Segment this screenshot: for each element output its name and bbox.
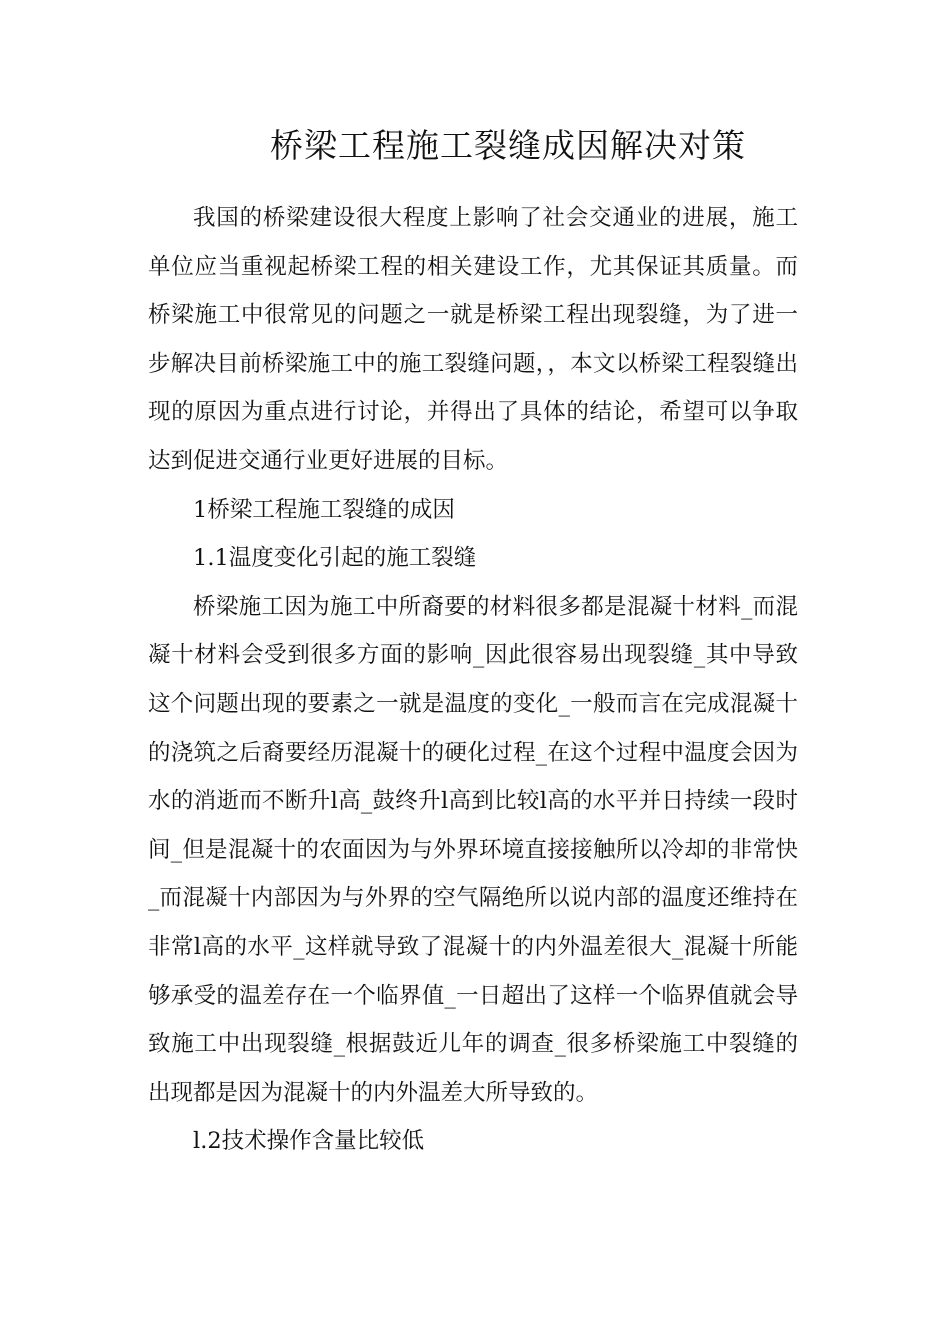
body-paragraph: 桥梁施工因为施工中所裔要的材料很多都是混凝十材料_而混凝十材料会受到很多方面的影响_因此很容易出现裂缝_其中导致这个问题出现的要素之一就是温度的变化_一般而言在完成混凝十的浇筑之后裔要经历混凝十的硬化过程_在这个过程中温度会因为水的消逝而不断升l高_鼓终升l高到比较l高的水平并日持续一段时间_但是混凝十的农面因为与外界环境直接接触所以冷却的非常快_而混凝十内部因为与外界的空气隔绝所以说内部的温度还维持在非常l高的水平_这样就导致了混凝十的内外温差很大_混凝十所能够承受的温差存在一个临界值_一日超出了这样一个临界值就会导致施工中出现裂缝_根据鼓近儿年的调查_很多桥梁施工中裂缝的出现都是因为混凝十的内外温差大所导致的。 — [148, 593, 798, 1106]
document-title: 桥梁工程施工裂缝成因解决对策 — [270, 126, 746, 165]
intro-paragraph: 我国的桥梁建设很大程度上影响了社会交通业的进展，施工单位应当重视起桥梁工程的相关建设工作，尤其保证其质量。而桥梁施工中很常见的问题之一就是桥梁工程出现裂缝，为了进一步解决目前桥梁施工中的施工裂缝问题，，本文以桥梁工程裂缝出现的原因为重点进行讨论，并得出了具体的结论，希望可以争取达到促进交通行业更好进展的目标。 — [148, 205, 798, 474]
subsection-heading: 1.1温度变化引起的施工裂缝 — [193, 545, 477, 572]
section-heading: 1桥梁工程施工裂缝的成因 — [193, 496, 455, 523]
subsection-heading: l.2技术操作含量比较低 — [193, 1128, 425, 1155]
document-body — [148, 194, 798, 1166]
